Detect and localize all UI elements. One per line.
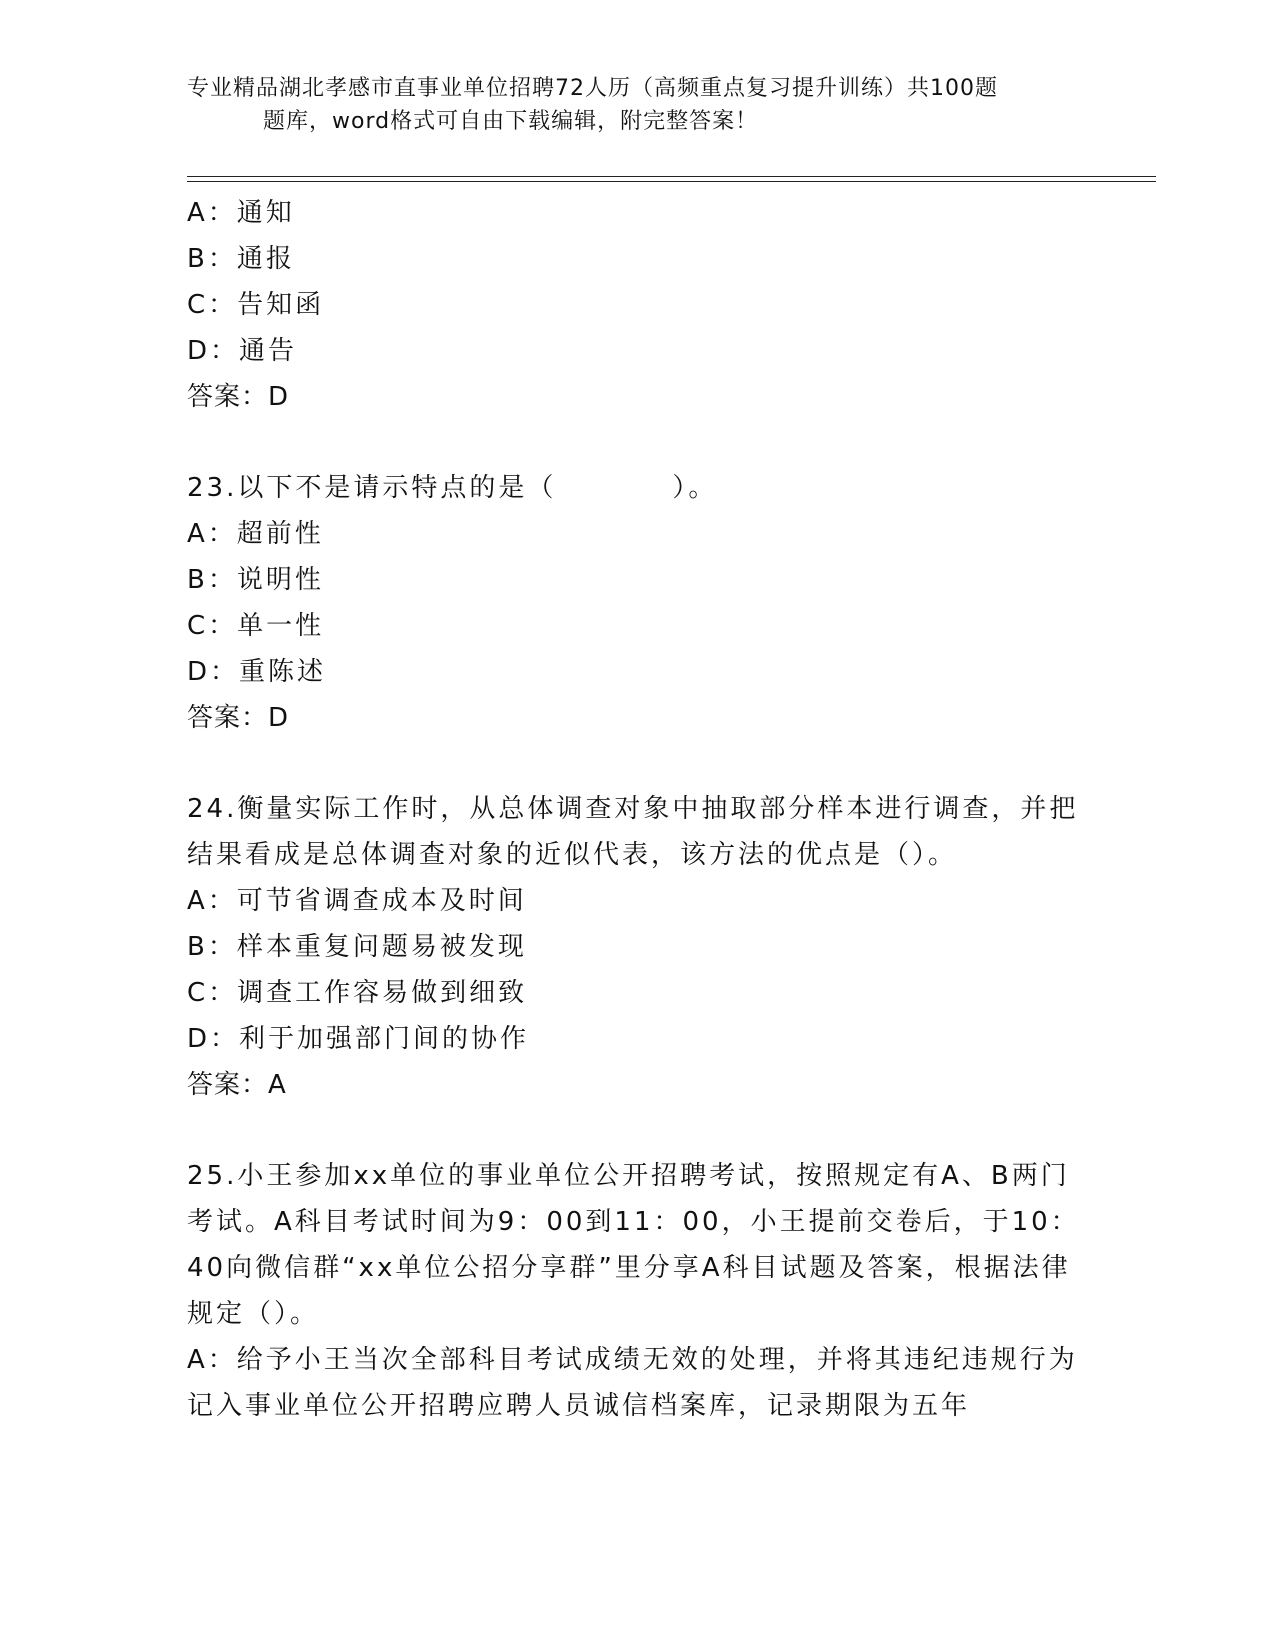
option-c: C：单一性 [187,611,325,641]
question-text: 25.小王参加xx单位的事业单位公开招聘考试，按照规定有A、B两门考试。A科目考试时间为9：00到11：00，小王提前交卷后，于10：40向微信群“xx单位公招分享群”里分享A科目试题及答案，根据法律规定（）。 [187,1161,1080,1329]
question-24 [187,786,1087,1108]
spacer [187,420,1087,465]
option-d: D：利于加强部门间的协作 [187,1024,530,1054]
question-25 [187,1153,1087,1429]
header-rule-top [187,176,1156,177]
option-d: D：通告 [187,336,298,366]
option-c: C：调查工作容易做到细致 [187,978,528,1008]
question-23 [187,465,1087,741]
option-b: B：样本重复问题易被发现 [187,932,527,962]
answer: 答案：A [187,1070,287,1100]
header-title-line-2: 题库，word格式可自由下载编辑，附完整答案！ [263,109,759,134]
option-b: B：通报 [187,244,295,274]
option-c: C：告知函 [187,290,325,320]
spacer [187,741,1087,786]
option-d: D：重陈述 [187,657,327,687]
option-a: A：给予小王当次全部科目考试成绩无效的处理，并将其违纪违规行为记入事业单位公开招聘应聘人员诚信档案库，记录期限为五年 [187,1345,1078,1421]
question-text: 24.衡量实际工作时，从总体调查对象中抽取部分样本进行调查，并把结果看成是总体调查对象的近似代表，该方法的优点是（）。 [187,794,1079,870]
question-22 [187,190,1087,420]
option-a: A：通知 [187,198,295,228]
option-a: A：超前性 [187,519,324,549]
answer: 答案：D [187,703,290,733]
option-a: A：可节省调查成本及时间 [187,886,527,916]
answer: 答案：D [187,382,290,412]
header-rule-bottom [187,181,1156,182]
document-header [187,72,1087,138]
question-text: 23.以下不是请示特点的是（ ）。 [187,473,718,503]
option-b: B：说明性 [187,565,324,595]
spacer [187,1108,1087,1153]
question-list [187,190,1087,1429]
header-title-line-1: 专业精品湖北孝感市直事业单位招聘72人历（高频重点复习提升训练）共100题 [187,76,998,101]
